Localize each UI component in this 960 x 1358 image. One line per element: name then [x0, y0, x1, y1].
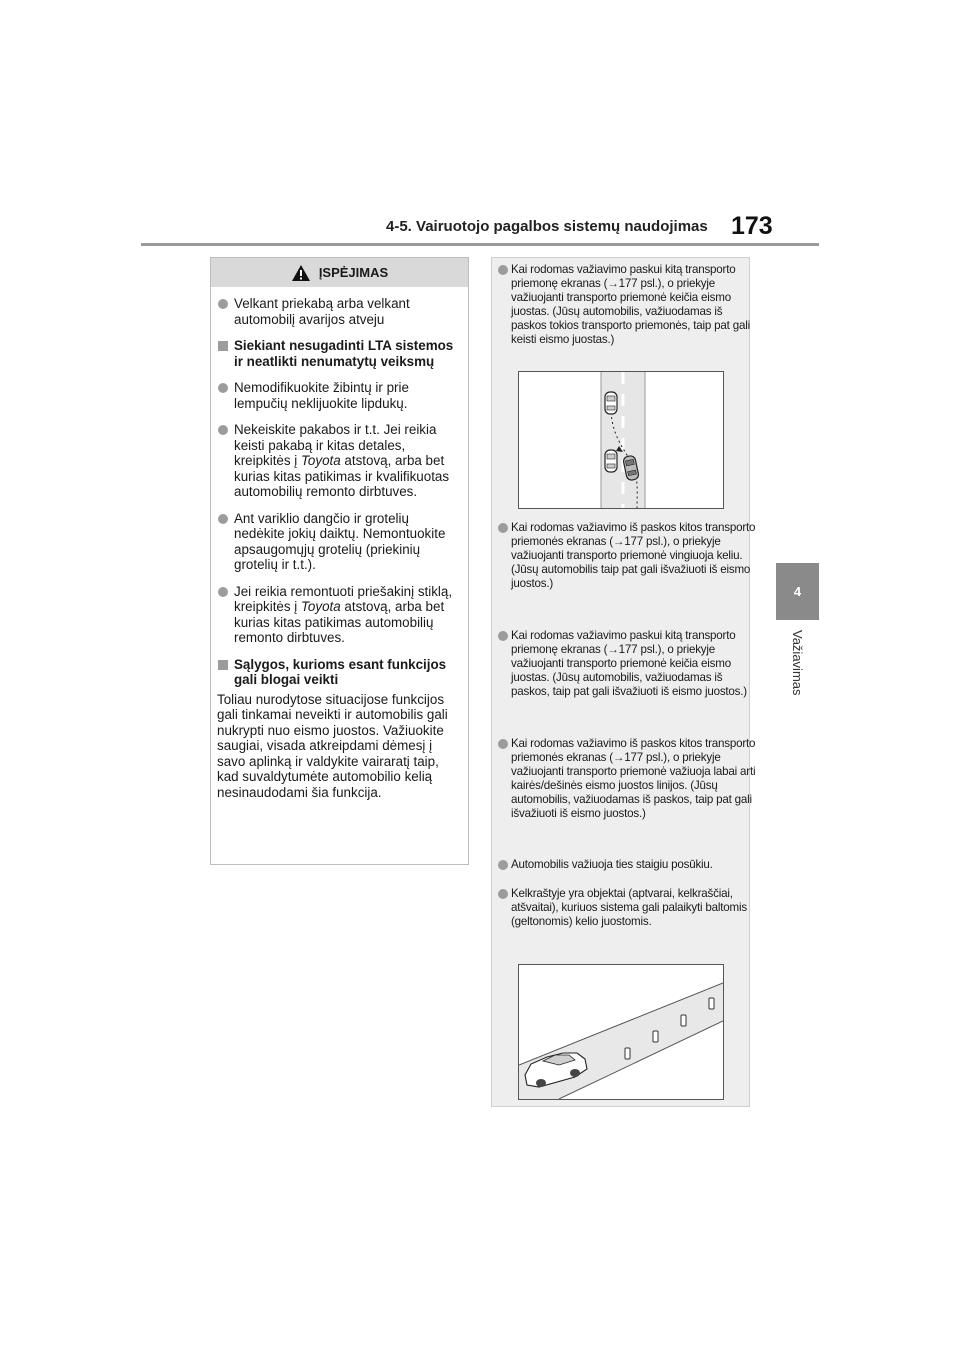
bullet-text: Nemodifikuokite žibintų ir prie lempučių neklijuokite lipdukų. — [234, 380, 409, 411]
other-car-icon — [605, 450, 617, 472]
lead-car-icon — [605, 392, 617, 414]
warning-title: ĮSPĖJIMAS — [318, 265, 389, 280]
lane-change-drawing — [519, 372, 723, 508]
warning-bullet — [217, 422, 462, 500]
warning-box — [210, 257, 469, 865]
bullet-text: atstovą, arba bet kurias kitas patikimas automobilių remonto dirbtuves. — [234, 599, 445, 645]
warning-bullet — [217, 380, 462, 411]
bullet-dot-icon — [218, 587, 228, 597]
bullet-text: Velkant priekabą arba velkant automobilį avarijos atveju — [234, 296, 410, 327]
warning-subhead — [217, 657, 462, 688]
brand-name: Toyota — [300, 453, 341, 468]
roadside-objects-drawing — [519, 965, 723, 1099]
warning-paragraph: Toliau nurodytose situacijose funkcijos gali tinkamai neveikti ir automobilis gali nukrypti nuo eismo juostos. Važiuokite saugiai, visada atkreipdami dėmesį į savo aplinką ir valdykite vairaratį taip, kad suvaldytumėte automobilio kelią nesinaudodami šia funkcija. — [217, 691, 448, 800]
bullet-dot-icon — [498, 265, 508, 275]
bullet-dot-icon — [218, 299, 228, 309]
condition-text: Kelkraštyje yra objektai (aptvarai, kelkraščiai, atšvaitai), kuriuos sistema gali palaikyti baltomis (geltonomis) kelio juostomis. — [511, 887, 747, 928]
warning-bullet — [217, 584, 462, 646]
warning-bullet — [217, 296, 462, 327]
warning-body — [211, 287, 468, 800]
header-rule — [141, 243, 819, 246]
chapter-label: Važiavimas — [790, 630, 805, 696]
warning-bullet — [217, 511, 462, 573]
bullet-text: Jei reikia remontuoti priešakinį stiklą, kreipkitės į — [234, 583, 453, 614]
condition-text: Kai rodomas važiavimo paskui kitą transporto priemonę ekranas (→177 psl.), o priekyje važiuojanti transporto priemonė keičia eismo juostas. (Jūsų automobilis, važiuodamas iš paskos, taip pat gali išvažiuoti iš eismo juostos.) — [511, 629, 747, 698]
subhead-text: Siekiant nesugadinti LTA sistemos ir neatlikti nenumatytų veiksmų — [234, 338, 454, 369]
conditions-box — [491, 257, 756, 1107]
lane-change-illustration — [518, 371, 724, 509]
condition-text: Kai rodomas važiavimo paskui kitą transporto priemonę ekranas (→177 psl.), o priekyje važiuojanti transporto priemonė keičia eismo juostas. (Jūsų automobilis, važiuodamas iš paskos tokios transporto priemonės, taip pat gali keisti eismo juostas.) — [511, 263, 750, 346]
subhead-text: Sąlygos, kurioms esant funkcijos gali blogai veikti — [234, 656, 447, 687]
section-title: 4-5. Vairuotojo pagalbos sistemų naudojimas — [386, 218, 708, 235]
condition-item — [498, 521, 756, 591]
condition-text: Automobilis važiuoja ties staigiu posūkiu. — [511, 858, 713, 871]
bullet-dot-icon — [498, 631, 508, 641]
condition-item — [498, 737, 756, 821]
square-bullet-icon — [218, 341, 228, 351]
condition-item — [498, 263, 756, 347]
warning-subhead — [217, 338, 462, 369]
bullet-dot-icon — [498, 889, 508, 899]
page-number: 173 — [731, 212, 773, 240]
warning-triangle-icon — [291, 264, 311, 282]
bullet-dot-icon — [218, 383, 228, 393]
condition-text: Kai rodomas važiavimo iš paskos kitos transporto priemonės ekranas (→177 psl.), o priekyje važiuojanti transporto priemonė važiuoja labai arti kairės/dešinės eismo juostos linijos. (Jūsų automobilis, važiuodamas iš paskos, taip pat gali išvažiuoti iš eismo juostos.) — [511, 737, 756, 820]
bullet-dot-icon — [218, 514, 228, 524]
brand-name: Toyota — [300, 599, 341, 614]
condition-text: Kai rodomas važiavimo iš paskos kitos transporto priemonės ekranas (→177 psl.), o priekyje važiuojanti transporto priemonė vingiuoja keliu. (Jūsų automobilis taip pat gali išvažiuoti iš eismo juostos.) — [511, 521, 756, 590]
warning-header — [211, 258, 468, 287]
bullet-dot-icon — [218, 425, 228, 435]
bullet-text: atstovą, arba bet kurias kitas patikimas ir kvalifikuotas automobilių remonto dirbtuves. — [234, 453, 450, 499]
square-bullet-icon — [218, 660, 228, 670]
roadside-objects-illustration — [518, 964, 724, 1100]
bullet-dot-icon — [498, 860, 508, 870]
chapter-tab: 4 — [776, 563, 819, 620]
bullet-text: Ant variklio dangčio ir grotelių nedėkite jokių daiktų. Nemontuokite apsaugomųjų grotelių (priekinių grotelių ir t.t.). — [234, 510, 446, 572]
condition-item — [498, 629, 756, 699]
bullet-dot-icon — [498, 523, 508, 533]
bullet-dot-icon — [498, 739, 508, 749]
bullet-text: Nekeiskite pakabos ir t.t. Jei reikia keisti pakabą ir kitas detales, kreipkitės į — [234, 422, 437, 468]
condition-item — [498, 858, 756, 872]
condition-item — [498, 887, 756, 929]
